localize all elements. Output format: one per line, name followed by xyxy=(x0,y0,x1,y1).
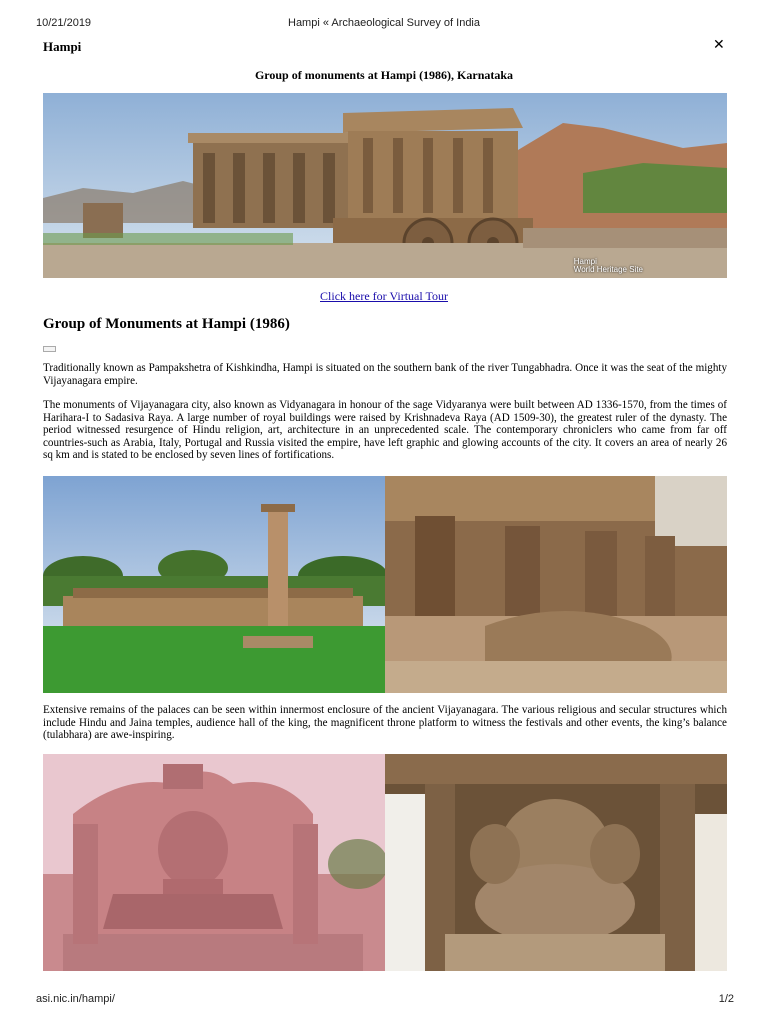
browser-page-title: Hampi « Archaeological Survey of India xyxy=(288,17,480,29)
narasimha-statue-illustration xyxy=(43,754,385,971)
paragraph-intro: Traditionally known as Pampakshetra of Kishkindha, Hampi is situated on the southern bank of the river Tungabhadra. Once it was the seat of the mighty Vijayanagara empire. xyxy=(43,362,727,387)
paragraph-palaces: Extensive remains of the palaces can be seen within innermost enclosure of the ancient Vijayanagara. The various religious and secular structures which include Hindu and Jaina temples, audience hall of the king, the magnificent throne platform to witness the festivals and other events, the king’s balance (tulabhara) are awe-inspiring. xyxy=(43,704,727,742)
ganesha-sculpture-illustration xyxy=(385,754,727,971)
stone-chariot-illustration xyxy=(43,93,727,278)
broken-image-icon xyxy=(43,346,56,352)
page-subtitle: Group of monuments at Hampi (1986), Karnataka xyxy=(254,68,514,82)
hero-caption xyxy=(574,258,643,274)
image-carved-temple-hall xyxy=(385,476,727,693)
close-icon[interactable]: ✕ xyxy=(713,37,725,53)
page-url: asi.nic.in/hampi/ xyxy=(36,993,115,1005)
site-brand[interactable]: Hampi xyxy=(43,39,82,54)
hero-caption-line1: Hampi xyxy=(573,257,597,266)
hero-image-stone-chariot xyxy=(43,93,727,278)
image-narasimha-statue xyxy=(43,754,385,971)
virtual-tour-link[interactable]: Click here for Virtual Tour xyxy=(320,289,448,303)
temple-hall-illustration xyxy=(385,476,727,693)
hero-caption-line2: World Heritage Site xyxy=(573,265,643,274)
section-heading: Group of Monuments at Hampi (1986) xyxy=(43,316,290,332)
virtual-tour-container xyxy=(0,289,768,304)
image-pillar-pavilion xyxy=(43,476,385,693)
pillar-pavilion-illustration xyxy=(43,476,385,693)
page-number: 1/2 xyxy=(718,993,734,1005)
print-date: 10/21/2019 xyxy=(36,17,92,29)
image-ganesha-sculpture xyxy=(385,754,727,971)
paragraph-history: The monuments of Vijayanagara city, also known as Vidyanagara in honour of the sage Vidyaranya were built between AD 1336-1570, from the times of Harihara-I to Sadasiva Raya. A large number of royal buildings were raised by Krishnadeva Raya (AD 1509-30), the greatest ruler of the dynasty. The period witnessed resurgence of Hindu religion, art, architecture in an unprecedented scale. The contemporary chroniclers who came from far off countries-such as Arabia, Italy, Portugal and Russia visited the empire, have left graphic and glowing accounts of the city. It covers an area of nearly 26 sq km and is stated to be enclosed by seven lines of fortifications. xyxy=(43,399,727,462)
